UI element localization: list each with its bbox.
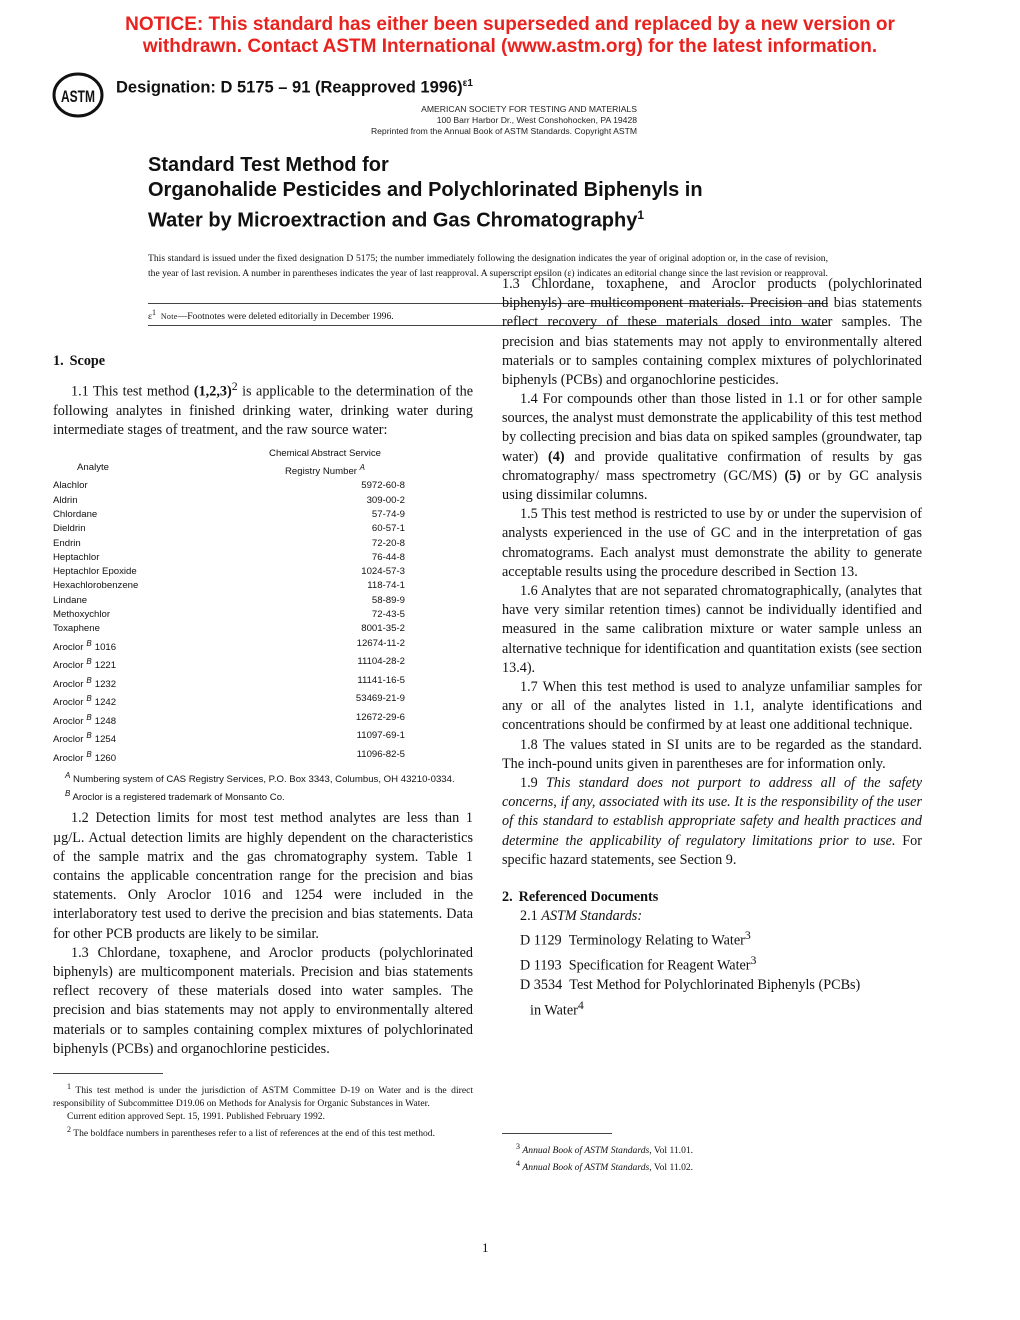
analyte-name: [53, 637, 245, 655]
analyte-cas-number: 5972-60-8: [361, 480, 405, 492]
analyte-name: [53, 479, 245, 493]
analyte-name-text: Aroclor: [53, 678, 84, 690]
footnote-1-text: This test method is under the jurisdiction of ASTM Committee D-19 on Water and is the direct responsibility of Subcommittee D19.06 on Methods for Analysis for Organic Substances in Water.: [53, 1085, 473, 1110]
analyte-name: [53, 748, 245, 766]
analyte-name-text: Aroclor: [53, 641, 84, 653]
designation-text: Designation: D 5175 – 91 (Reapproved 1996): [116, 78, 463, 97]
para-1-4-ref-1: (4): [548, 448, 565, 465]
footnote-3-italic: Annual Book of ASTM Standards: [522, 1145, 650, 1157]
footnote-2: [53, 1123, 473, 1140]
analyte-cas-number: 57-74-9: [371, 508, 405, 520]
para-1-2: 1.2 Detection limits for most test method analytes are less than 1 µg/L. Actual detection limits are highly dependent on the characteristics of the sample matrix and the gas chromatography system. Table 1 contains the applicable concentration range for the precision and bias statements. Only Aroclor 1016 and 1254 were included in the interlaboratory test used to derive the precision and bias statements. Data for other PCB products are likely to be similar.: [53, 810, 473, 942]
referenced-doc: [502, 976, 922, 995]
analyte-cas-number: 11096-82-5: [356, 748, 405, 760]
analyte-trademark-mark: B: [86, 675, 92, 685]
analyte-name-text: Methoxychlor: [53, 609, 111, 620]
para-1-1-refs: (1,2,3): [193, 383, 232, 400]
doc-title-continued: in Water: [530, 1002, 578, 1019]
table-note-b-mark: B: [65, 789, 71, 799]
para-2-1-italic: ASTM Standards:: [541, 908, 643, 925]
referenced-doc: [502, 951, 922, 976]
analyte-row: [53, 729, 473, 747]
page-number: 1: [482, 1240, 489, 1255]
referenced-doc: [502, 926, 922, 951]
para-1-3-continued-text: 1.3 Chlordane, toxaphene, and Aroclor products (polychlorinated biphenyls) are multicomponent materials. Precision and bias statements reflect recovery of these materials dosed into water samples. The precision and bias statements may not apply to environmentally altered materials or to samples containing complex mixtures of polychlorinated biphenyls (PCBs) and organochlorine pesticides.: [502, 276, 922, 389]
analyte-cas-number: 72-20-8: [371, 537, 405, 549]
analyte-table: [53, 447, 473, 766]
doc-code: D 1129: [520, 933, 562, 950]
analyte-name: [53, 565, 245, 579]
section-1-number: 1.: [53, 353, 64, 369]
note-label: Note: [160, 312, 178, 322]
analyte-cas-number: 118-74-1: [367, 580, 405, 592]
analyte-row: [53, 551, 473, 565]
footnote-3-mark: 3: [516, 1142, 520, 1151]
analyte-cas-number: 53469-21-9: [355, 693, 405, 705]
analyte-name-text: Aroclor: [53, 734, 84, 746]
analyte-name: [53, 711, 245, 729]
analyte-row: [53, 579, 473, 593]
footnote-rule-left: [53, 1073, 163, 1074]
analyte-name: [53, 508, 245, 522]
footnote-1-edition: Current edition approved Sept. 15, 1991. Published February 1992.: [67, 1111, 325, 1123]
left-column: [53, 352, 473, 1057]
col-header-cas-line2-text: Registry Number: [285, 466, 357, 478]
doc-code: D 1193: [520, 958, 562, 975]
para-1-1-sup: 2: [231, 379, 238, 394]
footnote-1: [53, 1080, 473, 1110]
footnote-4-rest: , Vol 11.02.: [649, 1162, 694, 1174]
footnotes-right: [502, 1140, 922, 1174]
document-title: [148, 153, 703, 234]
analyte-name: [53, 608, 245, 622]
footnote-3: [502, 1140, 922, 1157]
analyte-cas-number: 11104-28-2: [357, 656, 405, 668]
analyte-name-text: Endrin: [53, 537, 81, 549]
analyte-cas-number: 60-57-1: [371, 523, 405, 535]
analyte-row: [53, 565, 473, 579]
analyte-trademark-mark: B: [86, 731, 92, 741]
analyte-row: [53, 479, 473, 493]
analyte-name: [53, 522, 245, 536]
analyte-name-text: Dieldrin: [53, 523, 86, 535]
para-1-8: 1.8 The values stated in SI units are to be regarded as the standard. The inch-pound units given in parentheses are for information only.: [502, 736, 922, 772]
footnote-2-mark: 2: [67, 1125, 71, 1135]
analyte-trademark-mark: B: [86, 694, 92, 704]
para-1-5: 1.5 This test method is restricted to use by or under the supervision of analysts experienced in the use of GC and in the interpretation of gas chromatograms. Each analyst must demonstrate the ability to generate acceptable results using the procedure described in Section 13.: [502, 506, 922, 580]
analyte-trademark-mark: B: [86, 749, 92, 759]
analyte-trademark-mark: B: [86, 638, 92, 648]
analyte-name: [53, 494, 245, 508]
para-1-3-continued: [502, 276, 922, 390]
analyte-row: [53, 537, 473, 551]
doc-title: Test Method for Polychlorinated Biphenyls (PCBs): [569, 977, 861, 994]
analyte-cas-number: 1024-57-3: [361, 566, 405, 578]
footnote-3-rest: , Vol 11.01.: [649, 1145, 694, 1157]
analyte-name-text: Alachlor: [53, 480, 88, 492]
para-1-7: 1.7 When this test method is used to analyze unfamiliar samples for any or all of the analytes listed in 1.1, analyte identifications and concentrations should be confirmed by at least one additional technique.: [502, 679, 922, 734]
issuance-statement: This standard is issued under the fixed designation D 5175; the number immediately following the designation indicates the year of original adoption or, in the case of revision, the year of last revision. A number in parentheses indicates the year of last reapproval. A superscript epsilon (ε) indicates an editorial change since the last revision or reapproval.: [148, 253, 828, 279]
astm-logo-text: ASTM: [61, 87, 95, 106]
footnote-2-text: The boldface numbers in parentheses refer to a list of references at the end of this test method.: [71, 1128, 435, 1140]
analyte-name: [53, 692, 245, 710]
para-1-4: [502, 390, 922, 505]
para-1-1: [53, 377, 473, 440]
analyte-name-text: Lindane: [53, 594, 88, 606]
analyte-trademark-mark: B: [86, 712, 92, 722]
analyte-name: [53, 551, 245, 565]
table-notes: [53, 769, 473, 805]
para-1-4-text-c: or by GC analysis using dissimilar columns.: [502, 467, 922, 504]
notice-line-2: withdrawn. Contact ASTM International (www.astm.org) for the latest information.: [142, 36, 878, 57]
section-1-title: Scope: [69, 353, 106, 369]
analyte-row: [53, 594, 473, 608]
right-column: [502, 276, 922, 1021]
designation-epsilon: ε1: [462, 78, 473, 89]
astm-logo: [52, 72, 104, 118]
title-footnote-ref: 1: [637, 208, 645, 222]
analyte-name-text: Aroclor: [53, 752, 84, 764]
table-note-a: [53, 769, 473, 787]
analyte-row: [53, 494, 473, 508]
analyte-trademark-mark: B: [86, 657, 92, 667]
para-1-4-text-a: 1.4 For compounds other than those listed in 1.1 or for other sample sources, the analyst must demonstrate the applicability of this test method by collecting precision and bias data on spiked samples (groundwater, tap water): [502, 391, 922, 465]
analyte-row: [53, 674, 473, 692]
doc-footnote-ref: 4: [577, 997, 584, 1012]
para-1-6: 1.6 Analytes that are not separated chromatographically, (analytes that have very similar retention times) cannot be individually identified and measured in the same calibration mixture or water sample unless an alternative technique for identification and quantitation exists (see section 13.4).: [502, 583, 922, 676]
analyte-name-text: Toxaphene: [53, 623, 100, 635]
footnote-1-mark: 1: [67, 1082, 71, 1091]
doc-title: Terminology Relating to Water: [568, 933, 745, 950]
title-line-1: Standard Test Method for: [148, 154, 389, 176]
table-note-b: [53, 787, 473, 805]
analyte-name-text: Aroclor: [53, 697, 84, 709]
analyte-name-text: Hexachlorobenzene: [53, 580, 139, 592]
epsilon-mark: ε: [148, 311, 153, 323]
epsilon-sup: 1: [152, 308, 157, 317]
title-line-2: Organohalide Pesticides and Polychlorinated Biphenyls in: [148, 179, 703, 201]
analyte-row: [53, 522, 473, 536]
section-2-title: Referenced Documents: [518, 889, 659, 906]
analyte-row: [53, 692, 473, 710]
analyte-name-text: Aroclor: [53, 660, 84, 672]
para-1-9-rest: For specific hazard statements, see Section 9.: [502, 832, 922, 868]
publisher-line-2: 100 Barr Harbor Dr., West Conshohocken, PA 19428: [436, 115, 637, 125]
analyte-name-text: Aldrin: [53, 494, 78, 506]
title-line-3: Water by Microextraction and Gas Chromatography: [148, 209, 638, 232]
analyte-row: [53, 608, 473, 622]
doc-rows: [502, 926, 922, 1020]
analyte-number: 1232: [94, 678, 117, 690]
analyte-cas-number: 76-44-8: [371, 551, 405, 563]
analyte-number: 1248: [94, 715, 117, 727]
para-1-4-ref-2: (5): [784, 467, 802, 484]
withdrawal-notice: [40, 14, 980, 58]
footnote-rule-right: [502, 1133, 612, 1134]
analyte-cas-number: 8001-35-2: [361, 623, 405, 635]
notice-line-1: NOTICE: This standard has either been superseded and replaced by a new version or: [125, 14, 895, 35]
doc-footnote-ref: 3: [750, 953, 757, 968]
publisher-info: [300, 104, 637, 137]
analyte-name: [53, 622, 245, 636]
para-1-9-italic: This standard does not purport to address all of the safety concerns, if any, associated with its use. It is the responsibility of the user of this standard to establish appropriate safety and health practices and determine the applicability of regulatory limitations prior to use.: [502, 775, 922, 849]
analyte-name-text: Aroclor: [53, 715, 84, 727]
section-2-number: 2.: [502, 889, 513, 906]
section-2-heading: [502, 888, 922, 907]
col-header-analyte: Analyte: [77, 461, 109, 473]
para-1-1-text-a: 1.1 This test method: [71, 383, 194, 400]
referenced-docs-list: [502, 907, 922, 1020]
analyte-number: 1260: [94, 752, 117, 764]
col-header-cas-line2: [245, 461, 405, 479]
footnote-4-mark: 4: [516, 1159, 520, 1169]
analyte-row: [53, 655, 473, 673]
analyte-cas-number: 309-00-2: [366, 494, 405, 506]
analyte-name: [53, 674, 245, 692]
analyte-name: [53, 655, 245, 673]
analyte-row: [53, 711, 473, 729]
analyte-name: [53, 729, 245, 747]
analyte-row: [53, 622, 473, 636]
section-1-heading: [53, 352, 473, 371]
analyte-row: [53, 637, 473, 655]
analyte-cas-number: 12674-11-2: [356, 637, 405, 649]
analyte-row: [53, 508, 473, 522]
footnote-4-italic: Annual Book of ASTM Standards: [522, 1162, 650, 1174]
analyte-number: 1242: [94, 697, 117, 709]
table-note-b-text: Aroclor is a registered trademark of Monsanto Co.: [70, 792, 285, 804]
analyte-name: [53, 537, 245, 551]
analyte-cas-number: 11097-69-1: [356, 730, 405, 742]
publisher-line-1: AMERICAN SOCIETY FOR TESTING AND MATERIALS: [421, 104, 637, 114]
para-1-9-num: 1.9: [520, 775, 547, 792]
table-note-a-mark: A: [65, 770, 71, 780]
analyte-number: 1254: [94, 734, 117, 746]
analyte-rows: [53, 479, 473, 766]
para-1-1-text-b: is applicable to the determination of the following analytes in finished drinking water, drinking water during intermediate stages of treatment, and the raw source water:: [53, 383, 473, 439]
analyte-cas-number: 58-89-9: [371, 594, 405, 606]
para-2-1-num: 2.1: [520, 908, 542, 925]
publisher-line-3: Reprinted from the Annual Book of ASTM Standards. Copyright ASTM: [370, 126, 637, 136]
col-header-cas-line1: Chemical Abstract Service: [269, 447, 381, 459]
analyte-name: [53, 579, 245, 593]
col-header-cas-sup: A: [359, 462, 365, 472]
para-1-4-text-b: and provide qualitative confirmation of results by gas chromatography/ mass spectrometry (GC/MS): [502, 448, 922, 484]
analyte-cas-number: 72-43-5: [371, 609, 405, 620]
analyte-row: [53, 748, 473, 766]
para-1-9: [502, 774, 922, 870]
epsilon-note: [148, 308, 394, 322]
para-1-3: 1.3 Chlordane, toxaphene, and Aroclor products (polychlorinated biphenyls) are multicomponent materials. Precision and bias statements reflect recovery of these materials dosed into water samples. The precision and bias statements may not apply to environmentally altered materials or to samples containing complex mixtures of polychlorinated biphenyls (PCBs) and organochlorine pesticides.: [53, 944, 473, 1057]
analyte-name-text: Heptachlor: [53, 551, 100, 563]
analyte-name-text: Chlordane: [53, 508, 98, 520]
doc-footnote-ref: 3: [744, 928, 751, 943]
analyte-name: [53, 594, 245, 608]
footnote-4: [502, 1157, 922, 1174]
footnotes-left: [53, 1080, 473, 1140]
doc-title: Specification for Reagent Water: [568, 958, 751, 975]
analyte-cas-number: 12672-29-6: [355, 711, 405, 723]
analyte-cas-number: 11141-16-5: [357, 674, 405, 686]
referenced-doc-continued: [502, 996, 922, 1021]
epsilon-note-text: —Footnotes were deleted editorially in December 1996.: [177, 311, 394, 323]
doc-code: D 3534: [520, 977, 563, 994]
designation: [116, 78, 473, 98]
table-note-a-text: Numbering system of CAS Registry Services, P.O. Box 3343, Columbus, OH 43210-0334.: [70, 774, 455, 786]
para-2-1: [502, 907, 922, 926]
analyte-name-text: Heptachlor Epoxide: [53, 566, 137, 578]
analyte-number: 1221: [94, 660, 117, 672]
analyte-number: 1016: [94, 641, 117, 653]
